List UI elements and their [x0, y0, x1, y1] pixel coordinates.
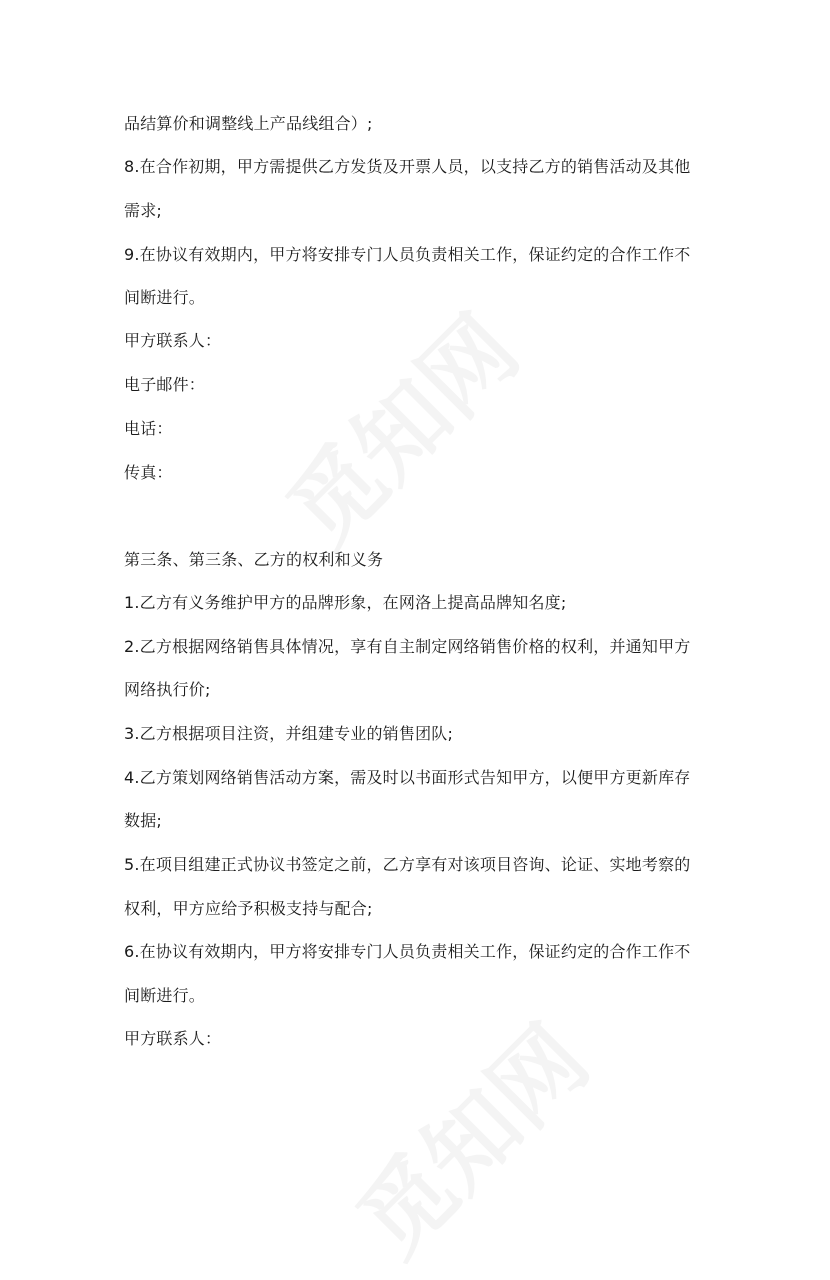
paragraph-line: 间断进行。 — [124, 986, 206, 1005]
section-heading: 第三条、第三条、乙方的权利和义务 — [124, 550, 384, 569]
paragraph-line: 品结算价和调整线上产品线组合）; — [124, 114, 373, 133]
paragraph-line: 网络执行价; — [124, 680, 211, 699]
phone-label: 电话： — [124, 419, 173, 438]
contact-label: 甲方联系人： — [124, 1029, 222, 1048]
contact-label: 甲方联系人： — [124, 331, 222, 350]
paragraph-line: 数据; — [124, 811, 162, 830]
paragraph-line: 需求; — [124, 201, 162, 220]
fax-label: 传真： — [124, 463, 173, 482]
watermark — [324, 992, 613, 1280]
email-label: 电子邮件： — [124, 375, 206, 394]
paragraph-line: 9.在协议有效期内，甲方将安排专门人员负责相关工作，保证约定的合作工作不 — [124, 245, 691, 264]
paragraph-line: 1.乙方有义务维护甲方的品牌形象，在网洛上提高品牌知名度; — [124, 593, 567, 612]
paragraph-line: 3.乙方根据项目注资，并组建专业的销售团队; — [124, 724, 454, 743]
paragraph-line: 8.在合作初期，甲方需提供乙方发货及开票人员，以支持乙方的销售活动及其他 — [124, 157, 691, 176]
paragraph-line: 权利，甲方应给予积极支持与配合; — [124, 899, 373, 918]
paragraph-line: 6.在协议有效期内，甲方将安排专门人员负责相关工作，保证约定的合作工作不 — [124, 942, 691, 961]
paragraph-line: 4.乙方策划网络销售活动方案，需及时以书面形式告知甲方，以便甲方更新库存 — [124, 768, 691, 787]
watermark — [254, 282, 543, 571]
paragraph-line: 2.乙方根据网络销售具体情况，享有自主制定网络销售价格的权利，并通知甲方 — [124, 637, 691, 656]
paragraph-line: 5.在项目组建正式协议书签定之前，乙方享有对该项目咨询、论证、实地考察的 — [124, 855, 691, 874]
paragraph-line: 间断进行。 — [124, 288, 206, 307]
